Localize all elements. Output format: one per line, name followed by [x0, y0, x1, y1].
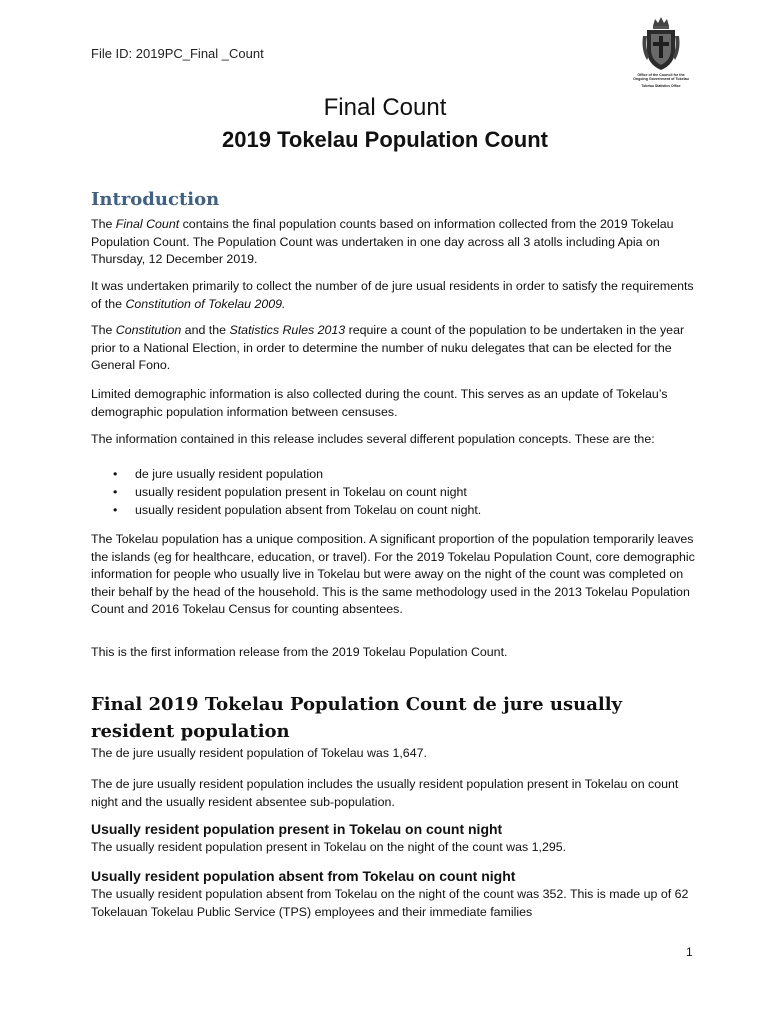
logo: [626, 16, 696, 98]
intro-paragraph-7: This is the first information release from the 2019 Tokelau Population Count.: [91, 645, 508, 659]
population-concepts-list: [113, 465, 481, 519]
intro-paragraph-4: Limited demographic information is also collected during the count. This serves as an update of Tokelau’s demographic population information between censuses.: [91, 387, 668, 419]
page-number: 1: [686, 945, 693, 959]
present-subheading: Usually resident population present in Tokelau on count night: [91, 821, 503, 837]
list-item: • usually resident population absent from Tokelau on count night.: [113, 501, 481, 519]
final-paragraph-1: The de jure usually resident population of Tokelau was 1,647.: [91, 746, 427, 760]
list-item: • usually resident population present in Tokelau on count night: [113, 483, 481, 501]
list-item: • de jure usually resident population: [113, 465, 481, 483]
logo-caption-1: Office of the Council for the Ongoing Government of Tokelau: [633, 73, 689, 82]
intro-paragraph-6: The Tokelau population has a unique composition. A significant proportion of the population temporarily leaves the islands (eg for healthcare, education, or travel). For the 2019 Tokelau Population Count, core demographic information for people who usually live in Tokelau but were away on the night of the count was completed on their behalf by the head of the household. This is the same methodology used in the 2013 Tokelau Population Count and 2016 Tokelau Census for counting absentees.: [91, 532, 695, 617]
logo-caption-2: Tokelau Statistics Office: [641, 83, 681, 88]
absent-paragraph: The usually resident population absent from Tokelau on the night of the count was 352. This is made up of 62 Tokelauan Tokelau Public Service (TPS) employees and their immediate families: [91, 887, 689, 919]
present-paragraph: The usually resident population present in Tokelau on the night of the count was 1,295.: [91, 840, 567, 854]
intro-paragraph-1: The Final Count contains the final population counts based on information collected from the 2019 Tokelau Population Count. The Population Count was undertaken in one day across all 3 atolls including Apia on Thursday, 12 December 2019.: [91, 217, 674, 267]
file-id: File ID: 2019PC_Final _Count: [91, 46, 264, 61]
document-subtitle: 2019 Tokelau Population Count: [222, 127, 548, 152]
absent-subheading: Usually resident population absent from Tokelau on count night: [91, 868, 516, 884]
intro-paragraph-3: The Constitution and the Statistics Rules 2013 require a count of the population to be undertaken in the year prior to a National Election, in order to determine the number of nuku delegates that can be elected for the General Fono.: [91, 323, 685, 373]
tokelau-coat-of-arms-icon: [641, 16, 681, 72]
document-title: Final Count: [323, 94, 447, 121]
intro-paragraph-2: It was undertaken primarily to collect the number of de jure usual residents in order to satisfy the requirements of the Constitution of Tokelau 2009.: [91, 279, 694, 311]
final-count-heading: Final 2019 Tokelau Population Count de jure usually resident population: [91, 694, 622, 742]
final-paragraph-2: The de jure usually resident population includes the usually resident population present in Tokelau on count night and the usually resident absentee sub-population.: [91, 777, 679, 809]
intro-paragraph-5: The information contained in this release includes several different population concepts. These are the:: [91, 432, 655, 446]
introduction-heading: Introduction: [91, 189, 220, 210]
